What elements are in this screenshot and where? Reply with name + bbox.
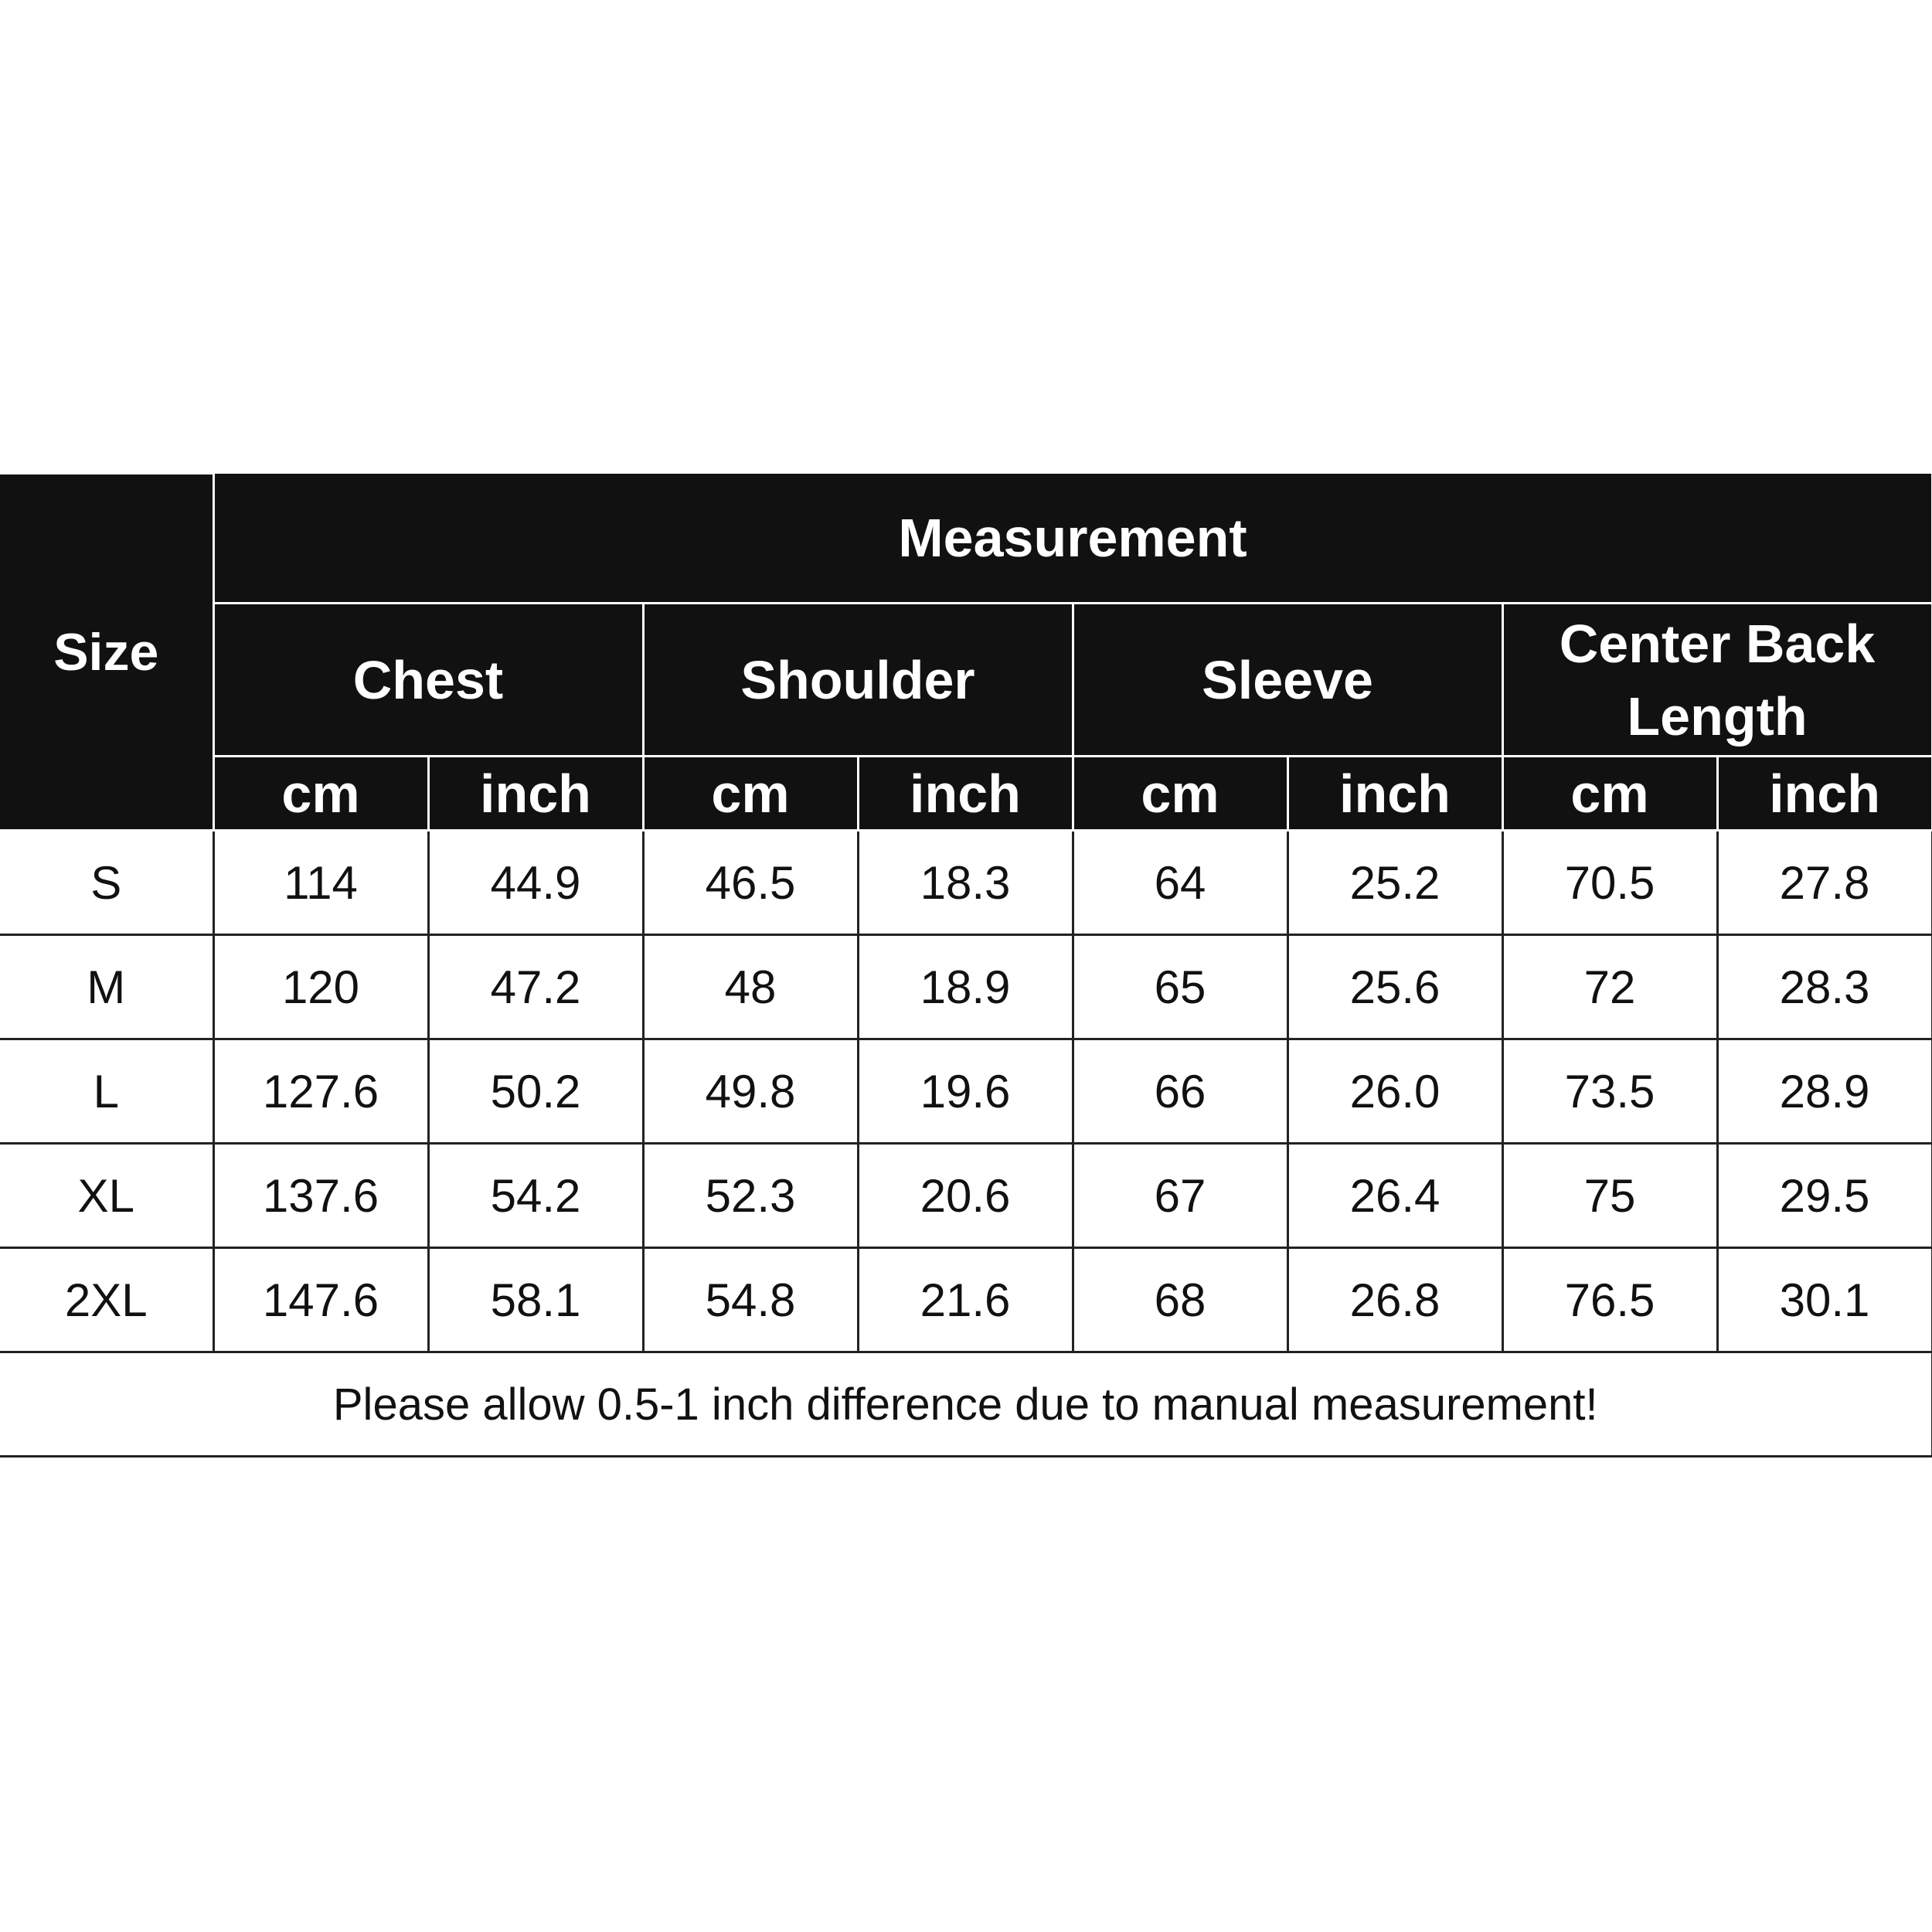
- size-column-header: Size: [0, 474, 213, 831]
- shoulder-inch-cell: 18.9: [858, 935, 1073, 1039]
- shoulder-cm-cell: 48: [643, 935, 858, 1039]
- chest-inch-cell: 44.9: [428, 831, 643, 935]
- unit-header-back-length-cm: cm: [1502, 757, 1717, 831]
- sleeve-inch-cell: 26.0: [1287, 1039, 1502, 1144]
- table-row-m: [0, 935, 1932, 1039]
- sleeve-cm-cell: 65: [1073, 935, 1287, 1039]
- size-cell: 2XL: [0, 1248, 213, 1352]
- table-row-2xl: [0, 1248, 1932, 1352]
- chest-inch-cell: 54.2: [428, 1144, 643, 1248]
- chest-cm-cell: 120: [213, 935, 428, 1039]
- shoulder-cm-cell: 49.8: [643, 1039, 858, 1144]
- chest-inch-cell: 50.2: [428, 1039, 643, 1144]
- sleeve-cm-cell: 68: [1073, 1248, 1287, 1352]
- chest-inch-cell: 58.1: [428, 1248, 643, 1352]
- sleeve-cm-cell: 67: [1073, 1144, 1287, 1248]
- size-cell: S: [0, 831, 213, 935]
- sleeve-header: Sleeve: [1073, 604, 1502, 757]
- shoulder-cm-cell: 54.8: [643, 1248, 858, 1352]
- size-cell: M: [0, 935, 213, 1039]
- shoulder-inch-cell: 19.6: [858, 1039, 1073, 1144]
- unit-header-chest-cm: cm: [213, 757, 428, 831]
- table-row-l: [0, 1039, 1932, 1144]
- chest-cm-cell: 127.6: [213, 1039, 428, 1144]
- shoulder-inch-cell: 21.6: [858, 1248, 1073, 1352]
- header-row-units: [0, 757, 1932, 831]
- sleeve-inch-cell: 26.8: [1287, 1248, 1502, 1352]
- measurement-header: Measurement: [213, 474, 1932, 604]
- back-length-inch-cell: 30.1: [1717, 1248, 1932, 1352]
- header-row-measurement: [0, 474, 1932, 604]
- sleeve-cm-cell: 64: [1073, 831, 1287, 935]
- chest-cm-cell: 137.6: [213, 1144, 428, 1248]
- sleeve-inch-cell: 26.4: [1287, 1144, 1502, 1248]
- chest-inch-cell: 47.2: [428, 935, 643, 1039]
- chest-cm-cell: 147.6: [213, 1248, 428, 1352]
- size-cell: XL: [0, 1144, 213, 1248]
- unit-header-shoulder-inch: inch: [858, 757, 1073, 831]
- chest-cm-cell: 114: [213, 831, 428, 935]
- unit-header-shoulder-cm: cm: [643, 757, 858, 831]
- unit-header-sleeve-cm: cm: [1073, 757, 1287, 831]
- unit-header-chest-inch: inch: [428, 757, 643, 831]
- shoulder-cm-cell: 46.5: [643, 831, 858, 935]
- size-chart-table: [0, 472, 1932, 1458]
- back-length-cm-cell: 72: [1502, 935, 1717, 1039]
- unit-header-back-length-inch: inch: [1717, 757, 1932, 831]
- table-row-xl: [0, 1144, 1932, 1248]
- back-length-inch-cell: 29.5: [1717, 1144, 1932, 1248]
- back-length-cm-cell: 70.5: [1502, 831, 1717, 935]
- chest-header: Chest: [213, 604, 643, 757]
- table-row-s: [0, 831, 1932, 935]
- sleeve-inch-cell: 25.6: [1287, 935, 1502, 1039]
- back-length-inch-cell: 27.8: [1717, 831, 1932, 935]
- center-back-length-header: Center Back Length: [1502, 604, 1932, 757]
- sleeve-cm-cell: 66: [1073, 1039, 1287, 1144]
- shoulder-header: Shoulder: [643, 604, 1073, 757]
- size-cell: L: [0, 1039, 213, 1144]
- unit-header-sleeve-inch: inch: [1287, 757, 1502, 831]
- back-length-cm-cell: 76.5: [1502, 1248, 1717, 1352]
- shoulder-inch-cell: 20.6: [858, 1144, 1073, 1248]
- note-row: [0, 1352, 1932, 1457]
- back-length-cm-cell: 73.5: [1502, 1039, 1717, 1144]
- shoulder-cm-cell: 52.3: [643, 1144, 858, 1248]
- back-length-inch-cell: 28.9: [1717, 1039, 1932, 1144]
- back-length-inch-cell: 28.3: [1717, 935, 1932, 1039]
- sleeve-inch-cell: 25.2: [1287, 831, 1502, 935]
- back-length-cm-cell: 75: [1502, 1144, 1717, 1248]
- header-row-groups: [0, 604, 1932, 757]
- table-body: [0, 474, 1932, 1457]
- measurement-note: Please allow 0.5-1 inch difference due to manual measurement!: [0, 1352, 1932, 1457]
- shoulder-inch-cell: 18.3: [858, 831, 1073, 935]
